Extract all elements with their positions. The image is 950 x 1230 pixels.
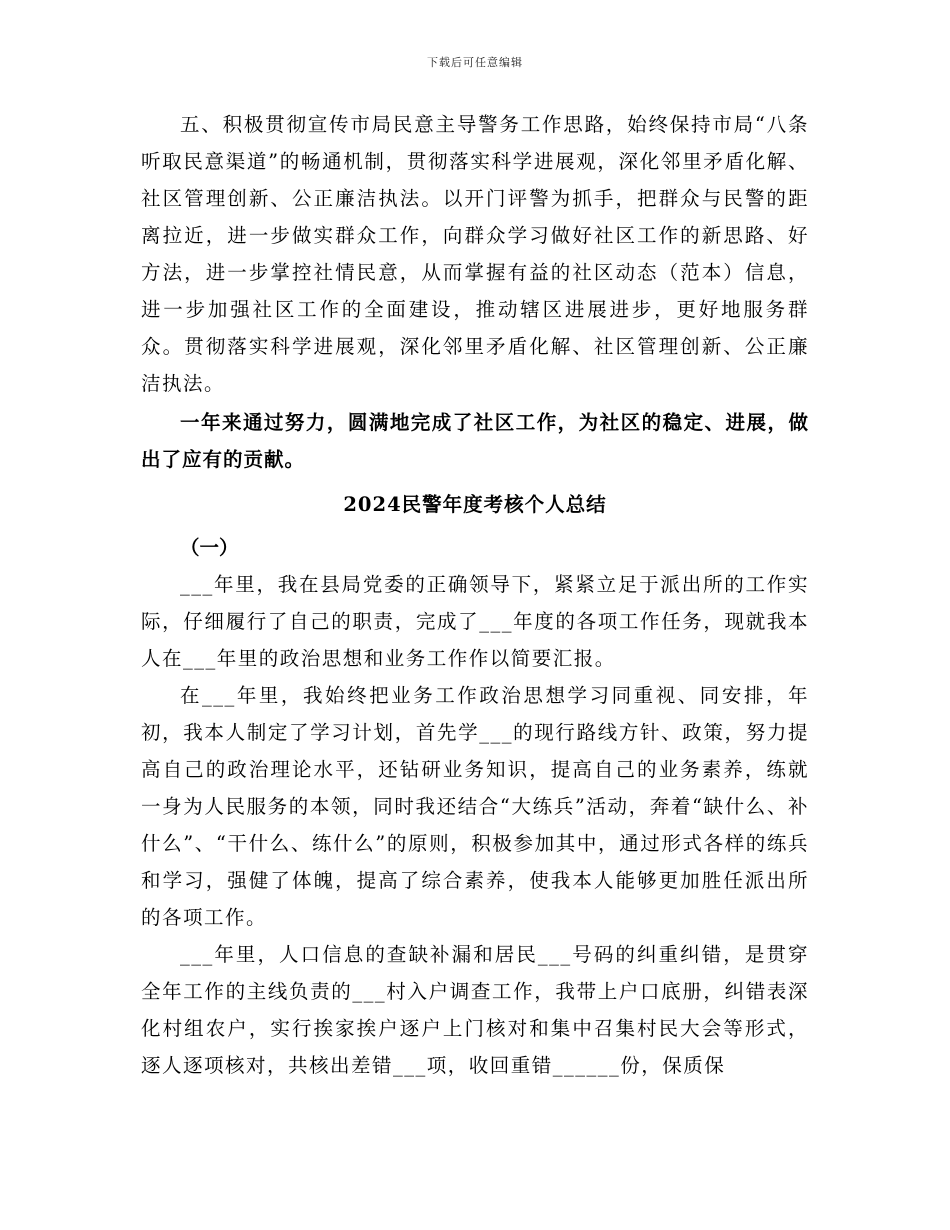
- document-body: [141, 106, 809, 1084]
- section-title: 2024民警年度考核个人总结: [343, 493, 607, 516]
- subheading: （一）: [180, 536, 239, 559]
- paragraph-1: 五、积极贯彻宣传市局民意主导警务工作思路，始终保持市局“八条听取民意渠道”的畅通机制，贯彻落实科学进展观，深化邻里矛盾化解、社区管理创新、公正廉洁执法。以开门评警为抓手，把群众与民警的距离拉近，进一步做实群众工作，向群众学习做好社区工作的新思路、好方法，进一步掌控社情民意，从而掌握有益的社区动态（范本）信息，进一步加强社区工作的全面建设，推动辖区进展进步，更好地服务群众。贯彻落实科学进展观，深化邻里矛盾化解、社区管理创新、公正廉洁执法。: [141, 113, 809, 395]
- paragraph-5: ___年里，人口信息的查缺补漏和居民___号码的纠重纠错，是贯穿全年工作的主线负责的___村入户调查工作，我带上户口底册，纠错表深化村组农户，实行挨家挨户逐户上门核对和集中召集村民大会等形式，逐人逐项核对，共核出差错___项，收回重错______份，保质保: [141, 943, 809, 1077]
- paragraph-3: ___年里，我在县局党委的正确领导下，紧紧立足于派出所的工作实际，仔细履行了自己的职责，完成了___年度的各项工作任务，现就我本人在___年里的政治思想和业务工作作以简要汇报。: [141, 573, 809, 670]
- paragraph-2: 一年来通过努力，圆满地完成了社区工作，为社区的稳定、进展，做出了应有的贡献。: [141, 411, 809, 471]
- paragraph-4: 在___年里，我始终把业务工作政治思想学习同重视、同安排，年初，我本人制定了学习计划，首先学___的现行路线方针、政策，努力提高自己的政治理论水平，还钻研业务知识，提高自己的业务素养，练就一身为人民服务的本领，同时我还结合“大练兵”活动，奔着“缺什么、补什么”、“干什么、练什么”的原则，积极参加其中，通过形式各样的练兵和学习，强健了体魄，提高了综合素养，使我本人能够更加胜任派出所的各项工作。: [141, 684, 809, 929]
- header-note: 下载后可任意编辑: [427, 56, 523, 69]
